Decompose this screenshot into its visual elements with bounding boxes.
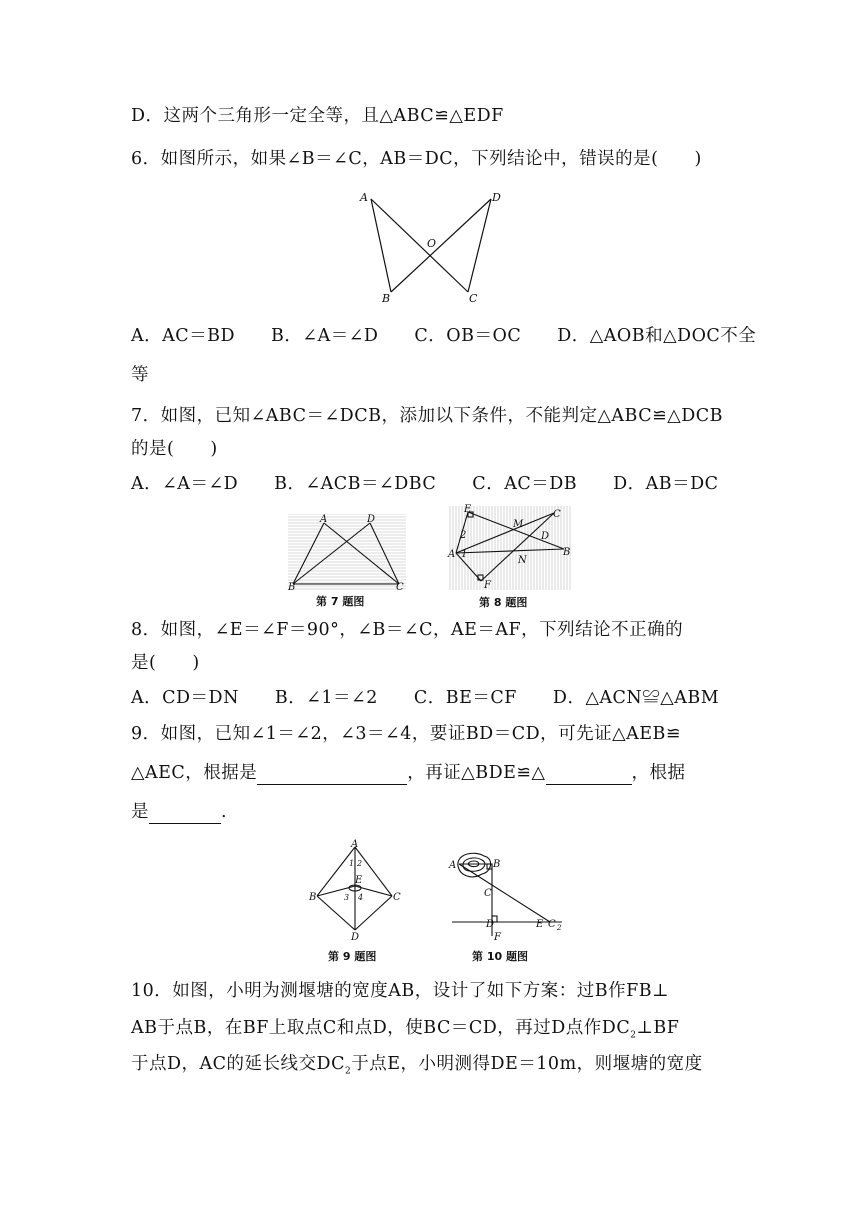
label-c: C [393, 892, 401, 903]
label-d: D [541, 531, 550, 542]
q9-text-b: ，再证△BDE≌△ [407, 763, 546, 783]
caption-q10: 第 10 题图 [472, 950, 528, 963]
label-a: A [449, 860, 457, 871]
label-m: M [513, 519, 524, 530]
caption-q8: 第 8 题图 [479, 596, 528, 609]
q10-text-a: AB于点B，在BF上取点C和点D，使BC＝CD，再过D点作DC [131, 1018, 631, 1038]
label-c: C [469, 292, 478, 305]
question-7-cont: 的是( ) [131, 439, 218, 459]
label-e: E [355, 875, 363, 886]
label-a: A [360, 191, 368, 204]
options-q6: A．AC＝BD B．∠A＝∠D C．OB＝OC D．△AOB和△DOC不全 [131, 326, 757, 346]
question-9: 9．如图，已知∠1＝∠2，∠3＝∠4，要证BD＝CD，可先证△AEB≌ [131, 724, 682, 744]
label-n: N [518, 555, 527, 566]
answer-blank-2[interactable] [546, 766, 632, 785]
angle-3: 3 [344, 893, 350, 902]
question-9-line3 [131, 800, 732, 824]
label-a: A [448, 549, 456, 560]
options-q7: A．∠A＝∠D B．∠ACB＝∠DBC C．AC＝DB D．AB＝DC [131, 474, 719, 494]
question-6: 6．如图所示，如果∠B＝∠C，AB＝DC，下列结论中，错误的是( ) [131, 149, 702, 169]
label-c: C [484, 888, 492, 899]
label-b: B [309, 892, 317, 903]
label-b: B [382, 292, 391, 305]
options-q8: A．CD＝DN B．∠1＝∠2 C．BE＝CF D．△ACN≌△ABM [131, 688, 720, 708]
q9-text-a: △AEC，根据是 [131, 763, 258, 783]
q10-text-d: 于点E，小明测得DE＝10m，则堰塘的宽度 [351, 1054, 703, 1074]
q10-text-c: 于点D，AC的延长线交DC [131, 1054, 345, 1074]
question-10-line3 [131, 1052, 732, 1084]
q9-text-d: 是 [131, 802, 149, 822]
angle-4: 4 [358, 893, 364, 902]
label-b: B [493, 859, 501, 870]
question-7: 7．如图，已知∠ABC＝∠DCB，添加以下条件，不能判定△ABC≌△DCB [131, 406, 724, 426]
q9-text-e: . [221, 802, 228, 822]
label-f: F [494, 932, 501, 943]
caption-q7: 第 7 题图 [316, 595, 365, 608]
angle-2: 2 [460, 530, 467, 541]
answer-blank-1[interactable] [257, 766, 407, 785]
label-f: F [484, 580, 491, 591]
label-d: D [351, 932, 360, 943]
subscript-2: 2 [344, 1066, 352, 1077]
label-e: E [464, 504, 472, 515]
subscript-2: 2 [630, 1030, 637, 1041]
question-10-line2 [131, 1016, 732, 1048]
label-b: B [288, 582, 296, 593]
figure-q7 [284, 510, 410, 610]
question-10: 10．如图，小明为测堰塘的宽度AB，设计了如下方案：过B作FB⊥ [131, 981, 670, 1001]
figure-q9 [306, 838, 410, 964]
label-d: D [492, 191, 501, 204]
caption-q9: 第 9 题图 [328, 950, 377, 963]
angle-1: 1 [461, 549, 468, 560]
option-d-q5: D．这两个三角形一定全等，且△ABC≌△EDF [131, 106, 504, 126]
label-d: D [486, 919, 495, 930]
question-8-cont: 是( ) [131, 653, 200, 673]
label-c2-sub: 2 [557, 924, 562, 932]
figure-q6 [356, 186, 516, 308]
figure-q10 [446, 848, 572, 964]
label-d: D [367, 514, 376, 525]
answer-blank-3[interactable] [149, 805, 221, 824]
q9-text-c: ，根据 [631, 763, 686, 783]
question-9-line2 [131, 761, 732, 785]
question-8: 8．如图，∠E＝∠F＝90°，∠B＝∠C，AE＝AF，下列结论不正确的 [131, 620, 684, 640]
label-c: C [553, 509, 561, 520]
angle-2: 2 [357, 859, 363, 868]
figure-q8 [446, 503, 576, 610]
label-c: C [396, 582, 404, 593]
q10-text-b: ⊥BF [636, 1018, 680, 1038]
label-a: A [351, 839, 359, 850]
label-o: O [427, 237, 437, 250]
options-q6-cont: 等 [131, 365, 149, 385]
label-c2: C [548, 919, 556, 930]
angle-1: 1 [349, 859, 355, 868]
label-a: A [320, 514, 328, 525]
label-b: B [563, 547, 571, 558]
label-e: E [536, 919, 544, 930]
